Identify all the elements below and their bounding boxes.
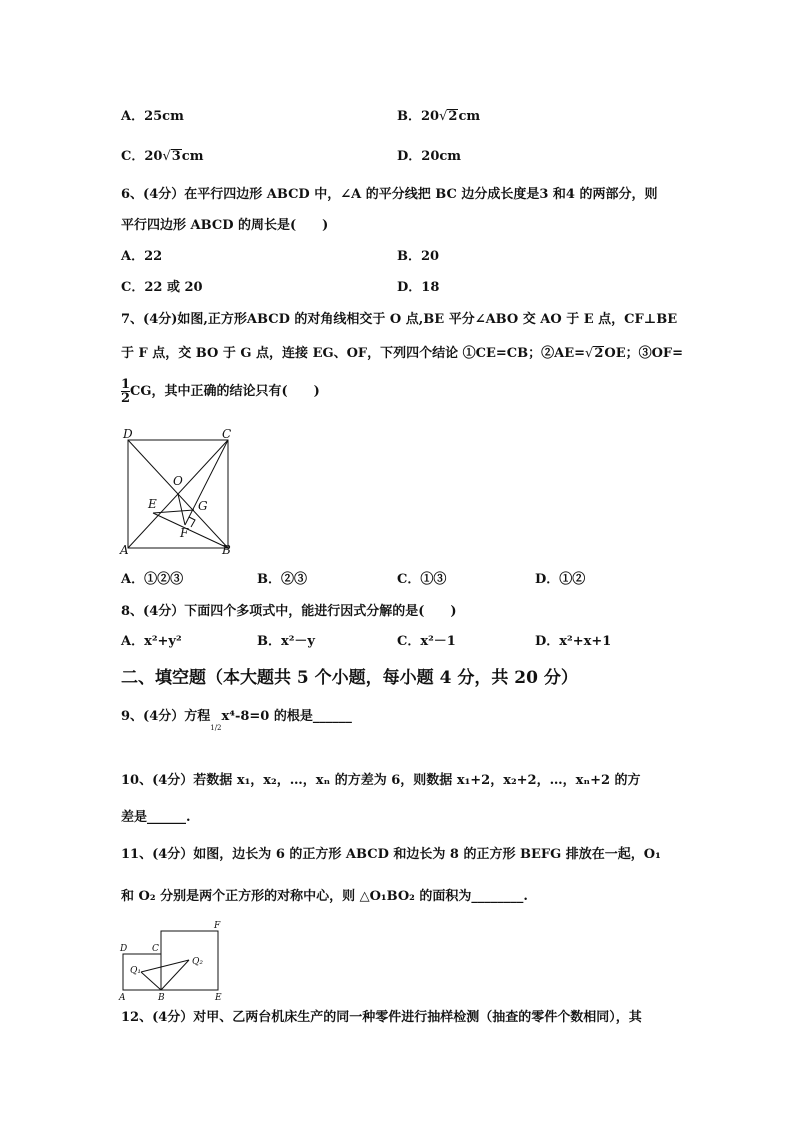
label-d: D <box>123 427 133 441</box>
q5-option-d: D．20cm <box>397 149 462 164</box>
label-d: D <box>120 944 128 954</box>
label-c: C <box>222 427 232 441</box>
label-a: A <box>119 993 126 1002</box>
q9-stem: 9、(4分）方程$_{1/2}$x⁴-8=0 的根是______ <box>121 709 352 732</box>
label-f: F <box>180 526 189 540</box>
label-b: B <box>222 543 231 556</box>
segment-eg <box>153 510 194 513</box>
q7-stem-line3: $\frac{1}{2}$ CG，其中正确的结论只有( ) <box>121 377 320 406</box>
right-angle-mark <box>189 517 195 527</box>
q7-option-a: A．①②③ <box>121 572 184 587</box>
section-heading: 二、填空题（本大题共 5 个小题，每小题 4 分，共 20 分） <box>121 668 578 688</box>
q7-stem-line1: 7、(4分)如图,正方形ABCD 的对角线相交于 O 点,BE 平分∠ABO 交 AO 于 E 点，CF⊥BE <box>121 312 678 327</box>
segment-o1-b <box>141 972 161 990</box>
q7-option-b: B．②③ <box>257 572 307 587</box>
q6-option-d: D．18 <box>397 280 440 295</box>
label-e: E <box>148 497 157 511</box>
segment-o1-o2 <box>141 960 189 972</box>
q6-option-c: C．22 或 20 <box>121 280 203 295</box>
q6-stem-line1: 6、(4分）在平行四边形 ABCD 中，∠A 的平分线把 BC 边分成长度是3 和4 的两部分，则 <box>121 187 658 202</box>
label-a: A <box>120 543 129 556</box>
label-q1: Q₁ <box>130 966 141 976</box>
segment-of <box>178 494 185 525</box>
segment-b-o2 <box>161 960 189 990</box>
label-o: O <box>173 474 183 488</box>
q12-stem-line1: 12、(4分）对甲、乙两台机床生产的同一种零件进行抽样检测（抽查的零件个数相同），其 <box>121 1010 642 1025</box>
label-f: F <box>214 921 221 931</box>
q8-option-a: A．x²+y² <box>121 634 182 649</box>
q6-stem-line2: 平行四边形 ABCD 的周长是( ) <box>121 218 329 233</box>
fraction-one-half: $\frac{1}{2}$ <box>121 377 131 406</box>
label-q2: Q₂ <box>192 957 203 967</box>
label-e: E <box>215 993 222 1002</box>
q11-stem-line1: 11、(4分）如图，边长为 6 的正方形 ABCD 和边长为 8 的正方形 BEFG 排放在一起，O₁ <box>121 847 661 862</box>
q7-square-figure <box>118 426 244 556</box>
q11-stem-line2: 和 O₂ 分别是两个正方形的对称中心，则 △O₁BO₂ 的面积为________. <box>121 889 528 904</box>
q8-stem: 8、(4分）下面四个多项式中，能进行因式分解的是( ) <box>121 604 457 619</box>
label-g: G <box>198 499 208 513</box>
q6-option-b: B．20 <box>397 249 440 264</box>
label-b: B <box>158 993 165 1002</box>
q10-stem-line1: 10、(4分）若数据 x₁，x₂，…，xₙ 的方差为 6，则数据 x₁+2，x₂+2，…，xₙ+2 的方 <box>121 773 641 788</box>
q9-small-fraction: 1/2 <box>210 724 222 732</box>
q5-option-c: C．20√3cm <box>121 149 204 164</box>
q8-option-c: C．x²－1 <box>397 634 456 649</box>
q8-option-d: D．x²+x+1 <box>535 634 612 649</box>
q7-option-d: D．①② <box>535 572 586 587</box>
q10-stem-line2: 差是______. <box>121 810 191 825</box>
q6-option-a: A．22 <box>121 249 163 264</box>
q7-option-c: C．①③ <box>397 572 447 587</box>
q5-option-a: A．25cm <box>121 109 184 124</box>
q7-stem-line2: 于 F 点，交 BO 于 G 点，连接 EG、OF，下列四个结论 ①CE=CB；②AE=√2OE；③OF= <box>121 346 684 361</box>
q11-squares-figure <box>116 918 228 1002</box>
q5-option-b: B．20√2cm <box>397 109 481 124</box>
q8-option-b: B．x²－y <box>257 634 315 649</box>
label-c: C <box>152 944 159 954</box>
